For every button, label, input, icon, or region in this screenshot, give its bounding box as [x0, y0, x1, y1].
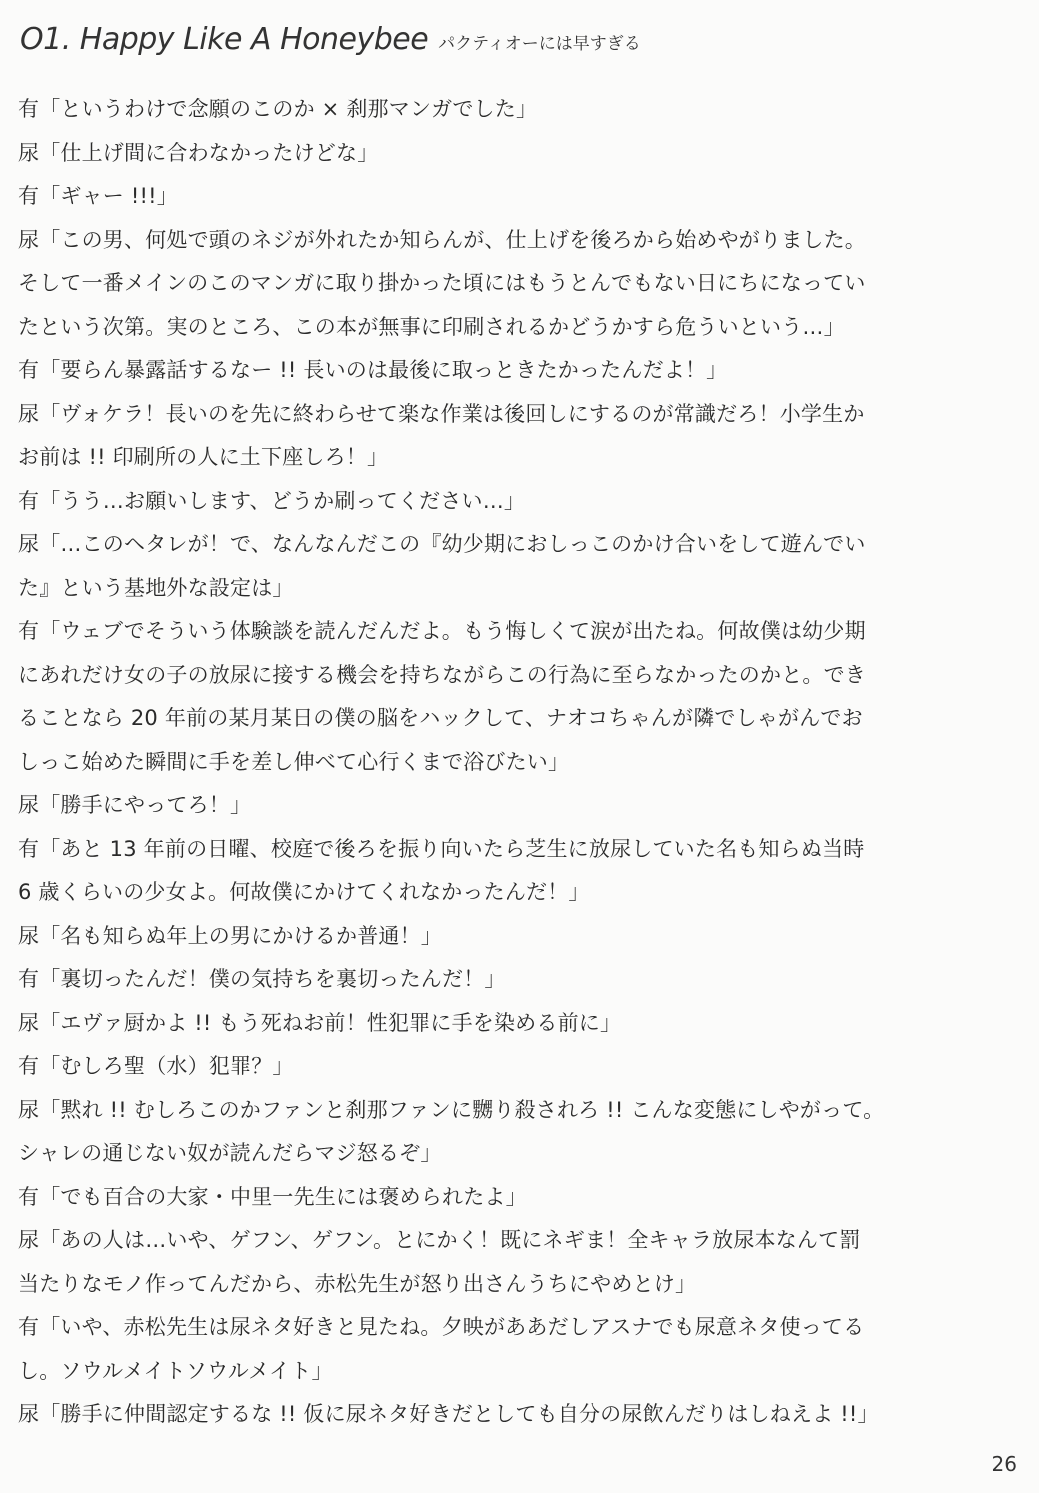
dialogue-line: 有「ウェブでそういう体験談を読んだんだよ。もう悔しくて涙が出たね。何故僕は幼少期 — [18, 619, 866, 643]
chapter-subtitle: パクティオーには早すぎる — [438, 34, 641, 54]
dialogue-line: 有「いや、赤松先生は尿ネタ好きと見たね。夕映がああだしアスナでも尿意ネタ使ってる — [18, 1315, 865, 1339]
dialogue-line: 尿「この男、何処で頭のネジが外れたか知らんが、仕上げを後ろから始めやがりました。 — [18, 227, 866, 252]
dialogue-line: 当たりなモノ作ってんだから、赤松先生が怒り出さんうちにやめとけ」 — [18, 1271, 697, 1296]
dialogue-line: 尿「ヴォケラ！長いのを先に終わらせて楽な作業は後回しにするのが常識だろ！小学生か — [18, 401, 865, 426]
dialogue-line: たという次第。実のところ、この本が無事に印刷されるかどうかすら危ういという…」 — [18, 314, 845, 339]
dialogue-line: 有「ギャー !!!」 — [18, 184, 178, 208]
dialogue-line: にあれだけ女の子の放尿に接する機会を持ちながらこの行為に至らなかったのかと。でき — [18, 662, 866, 687]
dialogue-line: 尿「名も知らぬ年上の男にかけるか普通！」 — [18, 923, 442, 948]
dialogue-line: 有「要らん暴露話するなー !! 長いのは最後に取っときたかったんだよ！」 — [18, 358, 728, 382]
dialogue-line: 尿「勝手に仲間認定するな !! 仮に尿ネタ好きだとしても自分の尿飲んだりはしねえよ !!」 — [18, 1402, 879, 1426]
dialogue-line: 尿「仕上げ間に合わなかったけどな」 — [18, 140, 379, 165]
dialogue-line: 尿「…このヘタレが！で、なんなんだこの『幼少期におしっこのかけ合いをして遊んでい — [18, 532, 866, 556]
dialogue-line: しっこ始めた瞬間に手を差し伸べて心行くまで浴びたい」 — [18, 749, 570, 774]
page-number: 26 — [991, 1452, 1017, 1476]
dialogue-line: 有「むしろ聖（水）犯罪？」 — [18, 1054, 294, 1078]
dialogue-line: そして一番メインのこのマンガに取り掛かった頃にはもうとんでもない日にちになってい — [18, 271, 866, 295]
dialogue-line: し。ソウルメイトソウルメイト」 — [18, 1358, 333, 1383]
dialogue-line: 有「うう…お願いします、どうか刷ってください…」 — [18, 488, 526, 513]
dialogue-line: お前は !! 印刷所の人に土下座しろ！」 — [18, 445, 389, 469]
chapter-header — [20, 22, 641, 66]
dialogue-text — [18, 88, 1018, 1437]
dialogue-line: 尿「勝手にやってろ！」 — [18, 793, 252, 817]
dialogue-line: ることなら 20 年前の某月某日の僕の脳をハックして、ナオコちゃんが隣でしゃがんでお — [18, 706, 863, 730]
dialogue-line: 尿「あの人は…いや、ゲフン、ゲフン。とにかく！既にネギま！全キャラ放尿本なんて罰 — [18, 1228, 861, 1252]
dialogue-line: 有「裏切ったんだ！僕の気持ちを裏切ったんだ！」 — [18, 967, 506, 991]
dialogue-line: シャレの通じない奴が読んだらマジ怒るぞ」 — [18, 1141, 442, 1165]
dialogue-line: 有「でも百合の大家・中里一先生には褒められたよ」 — [18, 1184, 527, 1209]
dialogue-line: 6 歳くらいの少女よ。何故僕にかけてくれなかったんだ！」 — [18, 880, 590, 904]
dialogue-line: 尿「黙れ !! むしろこのかファンと刹那ファンに嬲り殺されろ !! こんな変態にしやがって。 — [18, 1097, 885, 1122]
dialogue-line: た』という基地外な設定は」 — [18, 575, 294, 600]
dialogue-line: 尿「エヴァ厨かよ !! もう死ねお前！性犯罪に手を染める前に」 — [18, 1010, 622, 1035]
dialogue-line: 有「あと 13 年前の日曜、校庭で後ろを振り向いたら芝生に放尿していた名も知らぬ当時 — [18, 836, 865, 861]
dialogue-line: 有「というわけで念願のこのか × 刹那マンガでした」 — [18, 97, 538, 121]
chapter-title: O1. Happy Like A Honeybee — [20, 22, 429, 57]
